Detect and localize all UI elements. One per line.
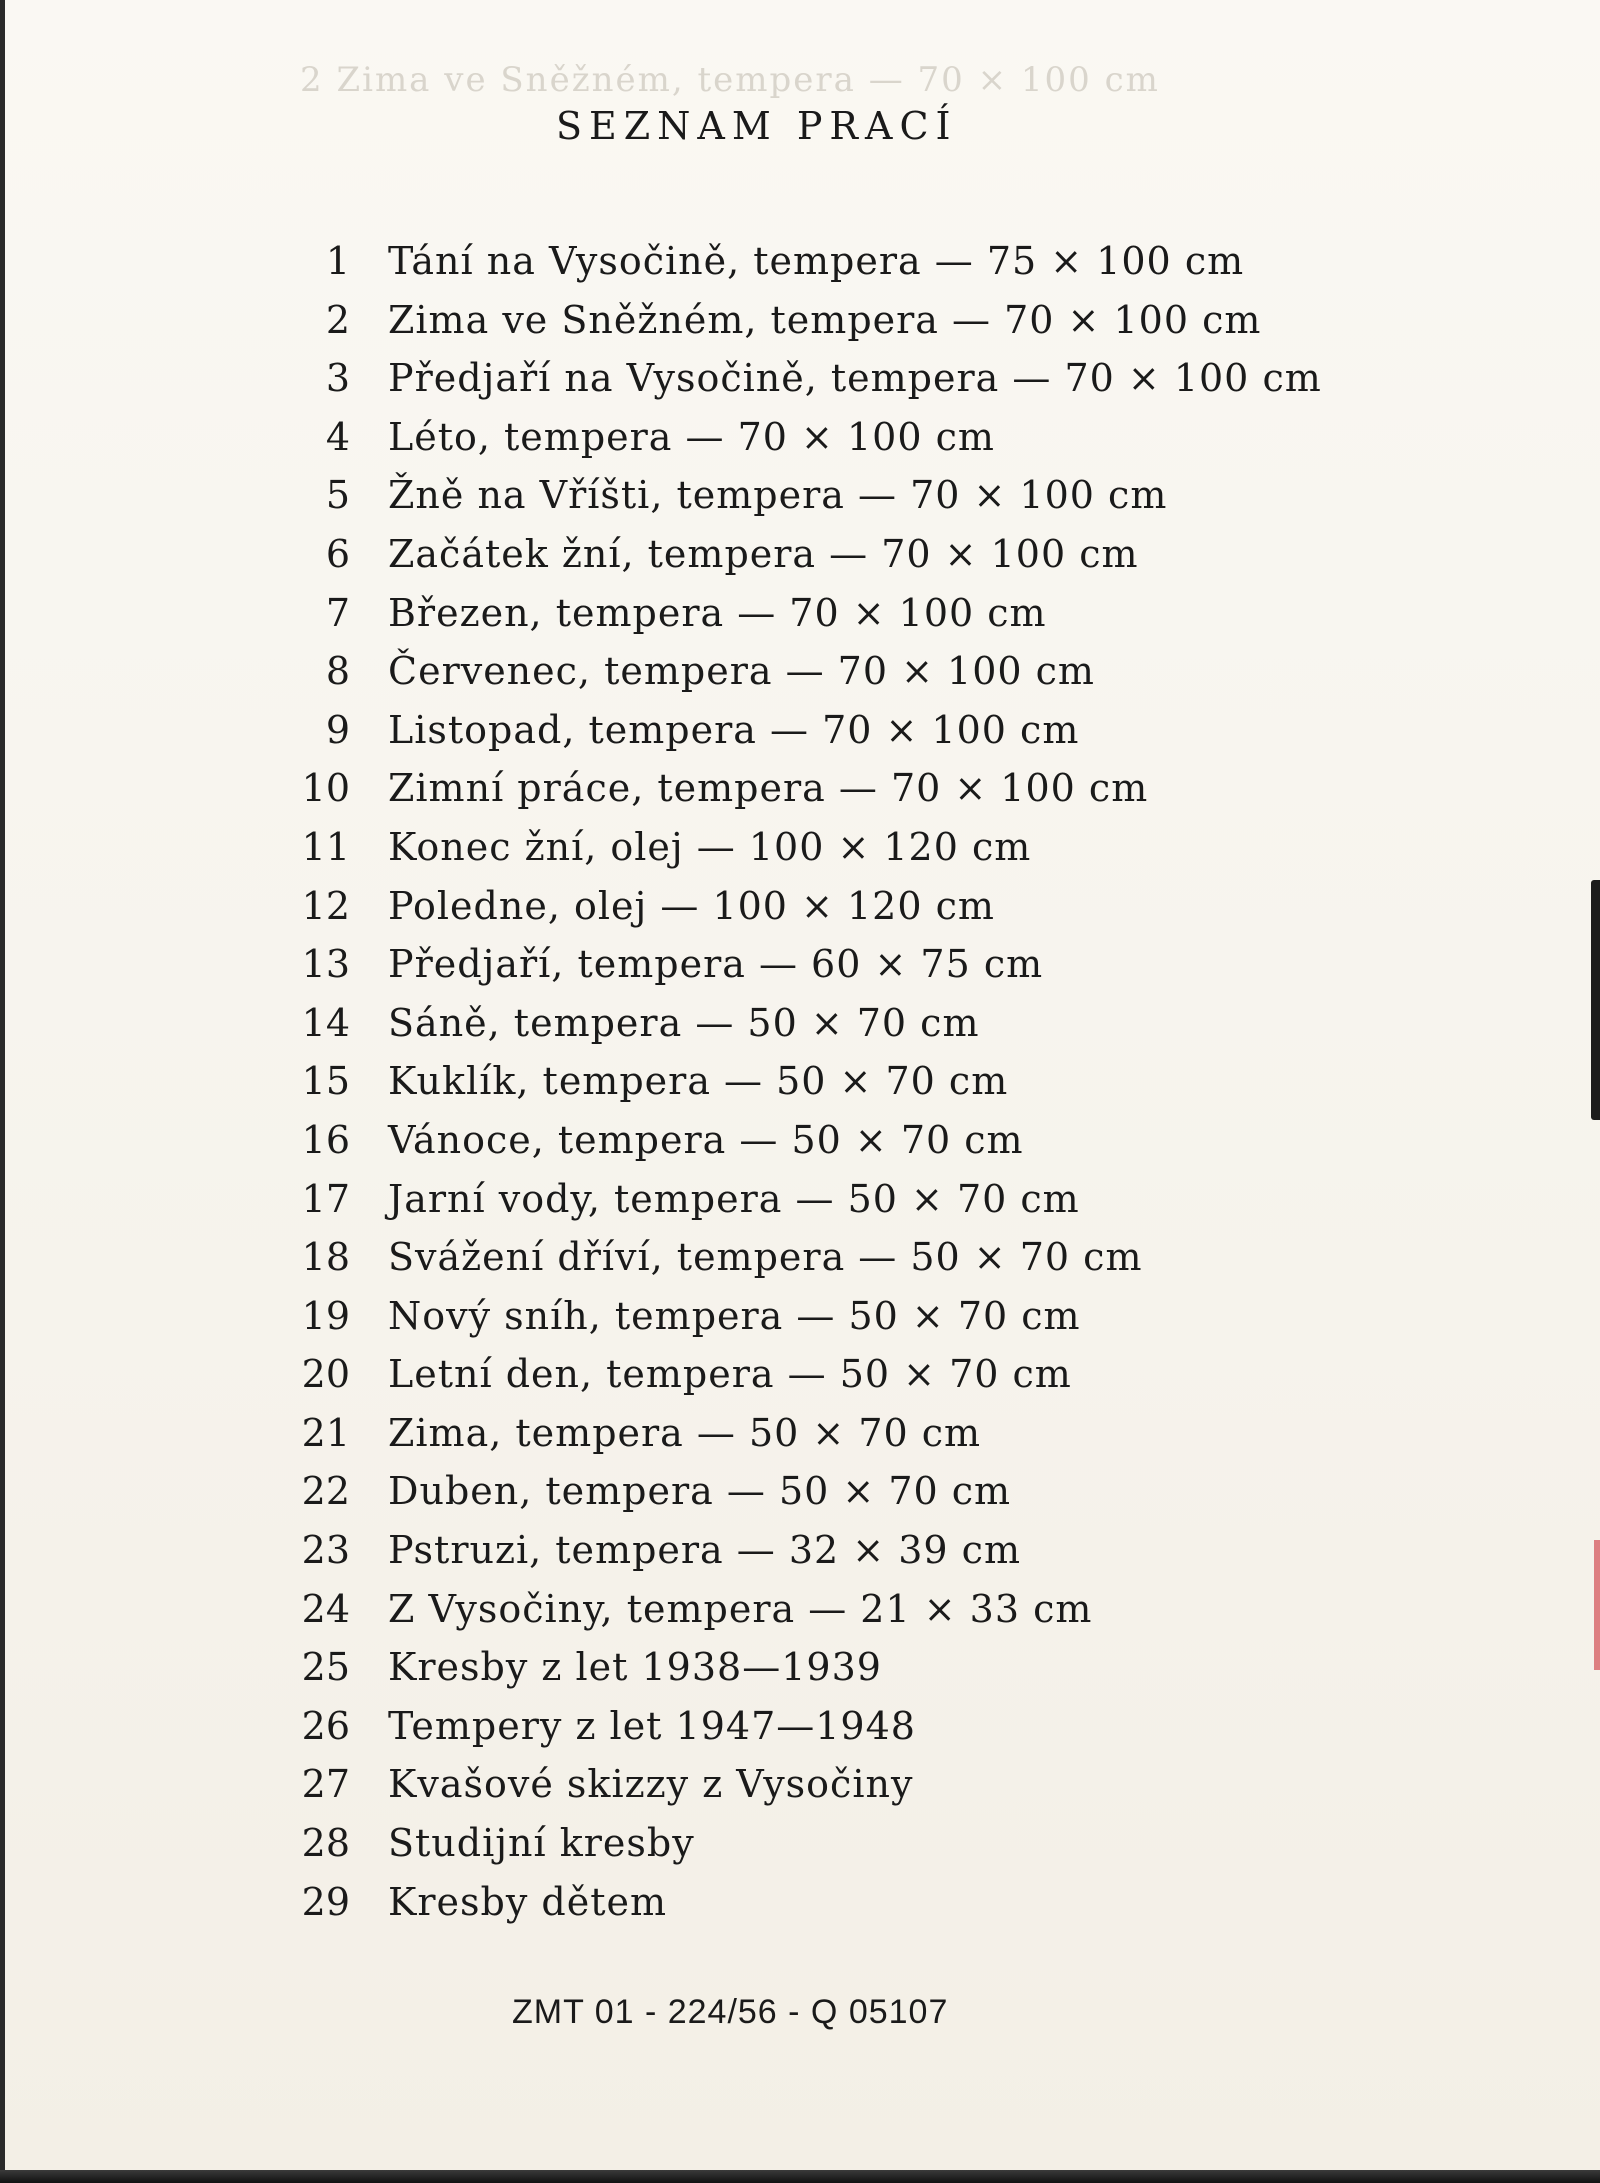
item-text: Předjaří, tempera — 60 × 75 cm [388,942,1044,987]
item-text: Kresby dětem [388,1879,668,1924]
list-item [300,1170,1400,1229]
item-number: 2 [325,297,350,342]
list-item [300,1052,1400,1111]
item-text: Žně na Vříšti, tempera — 70 × 100 cm [388,473,1168,518]
item-text: Léto, tempera — 70 × 100 cm [388,414,995,459]
item-number: 20 [301,1352,350,1397]
item-number: 9 [325,707,350,752]
item-text: Zima ve Sněžném, tempera — 70 × 100 cm [388,297,1262,342]
item-text: Začátek žní, tempera — 70 × 100 cm [388,531,1139,576]
item-number: 6 [325,531,350,576]
item-text: Tání na Vysočině, tempera — 75 × 100 cm [388,239,1245,283]
item-number: 23 [301,1528,350,1573]
page-right-edge-mark [1594,1540,1600,1670]
list-item [300,935,1400,994]
list-item [300,525,1400,584]
list-item [300,1755,1400,1814]
item-text: Březen, tempera — 70 × 100 cm [388,590,1047,635]
item-text: Konec žní, olej — 100 × 120 cm [388,824,1032,869]
list-item [300,1697,1400,1756]
item-text: Studijní kresby [388,1821,695,1866]
works-list [300,232,1400,1931]
item-text: Nový sníh, tempera — 50 × 70 cm [388,1293,1081,1338]
item-number: 25 [301,1645,350,1690]
item-number: 21 [301,1410,350,1455]
item-text: Poledne, olej — 100 × 120 cm [388,883,995,928]
item-number: 24 [301,1586,350,1631]
item-number: 19 [301,1293,350,1338]
list-item [300,1521,1400,1580]
list-item [300,1580,1400,1639]
item-text: Kvašové skizzy z Vysočiny [388,1762,914,1807]
item-number: 15 [301,1059,350,1104]
item-text: Duben, tempera — 50 × 70 cm [388,1469,1012,1514]
item-number: 12 [301,883,350,928]
list-item [300,1814,1400,1873]
list-item [300,818,1400,877]
list-item [300,584,1400,643]
item-text: Zima, tempera — 50 × 70 cm [388,1410,982,1455]
list-item [300,701,1400,760]
item-text: Kuklík, tempera — 50 × 70 cm [388,1059,1009,1104]
item-text: Červenec, tempera — 70 × 100 cm [388,649,1095,694]
catalog-code: ZMT 01 - 224/56 - Q 05107 [512,1993,949,2031]
item-text: Letní den, tempera — 50 × 70 cm [388,1352,1072,1397]
item-text: Z Vysočiny, tempera — 21 × 33 cm [388,1586,1093,1631]
show-through-text: 2 Zima ve Sněžném, tempera — 70 × 100 cm [300,60,1160,100]
list-item [300,408,1400,467]
list-item [300,1638,1400,1697]
page-left-edge [0,0,5,2183]
item-number: 7 [325,590,350,635]
item-number: 10 [301,766,350,811]
item-number: 27 [301,1762,350,1807]
list-item [300,642,1400,701]
list-item [300,1111,1400,1170]
list-item [300,1462,1400,1521]
item-number: 29 [301,1879,350,1924]
page-title: SEZNAM PRACÍ [556,104,958,148]
list-item [300,1404,1400,1463]
list-item [300,232,1400,291]
list-item [300,349,1400,408]
item-number: 17 [301,1176,350,1221]
list-item [300,466,1400,525]
item-text: Předjaří na Vysočině, tempera — 70 × 100 cm [388,356,1322,401]
list-item [300,877,1400,936]
list-item [300,759,1400,818]
item-number: 14 [301,1000,350,1045]
page-right-edge-tab [1591,880,1600,1120]
list-item [300,1287,1400,1346]
item-number: 5 [325,473,350,518]
item-number: 11 [301,824,350,869]
item-number: 18 [301,1235,350,1280]
item-number: 26 [301,1703,350,1748]
item-text: Zimní práce, tempera — 70 × 100 cm [388,766,1149,811]
item-number: 1 [325,239,350,283]
item-number: 22 [301,1469,350,1514]
list-item [300,1345,1400,1404]
item-text: Jarní vody, tempera — 50 × 70 cm [388,1176,1080,1221]
item-number: 4 [325,414,350,459]
item-number: 16 [301,1117,350,1162]
item-text: Vánoce, tempera — 50 × 70 cm [388,1117,1024,1162]
item-number: 3 [325,356,350,401]
item-text: Listopad, tempera — 70 × 100 cm [388,707,1080,752]
list-item [300,1873,1400,1932]
item-number: 8 [325,649,350,694]
item-text: Svážení dříví, tempera — 50 × 70 cm [388,1235,1143,1280]
item-text: Pstruzi, tempera — 32 × 39 cm [388,1528,1021,1573]
list-item [300,1228,1400,1287]
page-bottom-edge [0,2170,1600,2183]
item-number: 28 [301,1821,350,1866]
list-item [300,994,1400,1053]
item-text: Kresby z let 1938—1939 [388,1645,882,1690]
item-number: 13 [301,942,350,987]
item-text: Tempery z let 1947—1948 [388,1703,916,1748]
list-item [300,291,1400,350]
item-text: Sáně, tempera — 50 × 70 cm [388,1000,980,1045]
